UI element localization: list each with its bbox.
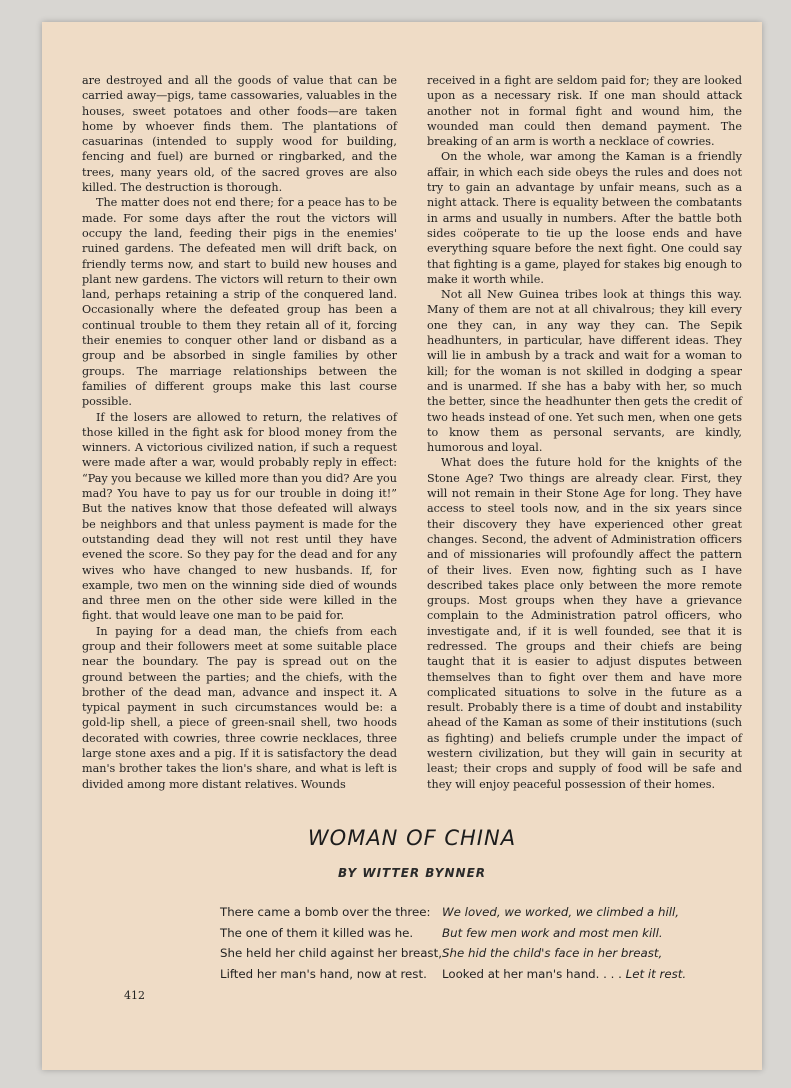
poem-line: She hid the child's face in her breast, xyxy=(442,946,663,960)
left-column xyxy=(82,73,397,791)
article-body xyxy=(82,73,742,791)
poem-line: There came a bomb over the three: xyxy=(220,905,431,919)
right-column xyxy=(427,73,742,791)
paragraph: What does the future hold for the knights of the Stone Age? Two things are already clear. First, they will not remain in their Stone Age for long. They have access to steel tools now, and in the six years since their discovery they have experienced other great changes. Second, the advent of Administration officers and of missionaries will profoundly affect the pattern of their lives. Even now, fighting such as I have described takes place only between the more remote groups. Most groups when they have a grievance complain to the Administration patrol officers, who investigate and, if it is well founded, see that it is redressed. The groups and their chiefs are being taught that it is easier to adjust disputes between themselves than to fight over them and have more complicated situations to solve in the future as a result. Probably there is a time of doubt and instability ahead of the Kaman as some of their institutions (such as fighting) and beliefs crumple under the impact of western civilization, but they will gain in security at least; their crops and supply of food will be safe and they will enjoy peaceful possession of their homes. xyxy=(427,456,742,791)
poem-title: WOMAN OF CHINA xyxy=(307,826,517,850)
paragraph: received in a fight are seldom paid for; they are looked upon as a necessary risk. If one man should attack another not in formal fight and wound him, the wounded man could then demand payment. The breaking of an arm is worth a necklace of cowries. xyxy=(427,74,742,149)
poem-line: She held her child against her breast, xyxy=(220,946,442,960)
paragraph: If the losers are allowed to return, the relatives of those killed in the fight ask for blood money from the winners. A victorious civilized nation, if such a request were made after a war, would probably reply in effect: “Pay you because we killed more than you did? Are you mad? You have to pay us for our trouble in doing it!” But the natives know that those defeated will always be neighbors and that unless payment is made for the outstanding dead they will not rest until they have evened the score. So they pay for the dead and for any wives who have changed to new husbands. If, for example, two men on the winning side died of wounds and three men on the other side were killed in the fight. that would leave one man to be paid for. xyxy=(82,410,397,623)
poem-line: Lifted her man's hand, now at rest. xyxy=(220,966,427,981)
paragraph: are destroyed and all the goods of value that can be carried away—pigs, tame cassowaries, valuables in the houses, sweet potatoes and other foods—are taken home by whoever finds them. The plantations of casuarinas (intended to supply wood for building, fencing and fuel) are burned or ringbarked, and the trees, many years old, of the sacred groves are also killed. The destruction is thorough. xyxy=(82,74,397,195)
poem-right-stanza xyxy=(442,902,687,984)
poem-left-stanza xyxy=(220,902,460,984)
poem-line: We loved, we worked, we climbed a hill, xyxy=(442,905,680,919)
poem-final-line xyxy=(442,964,687,985)
paragraph: Not all New Guinea tribes look at things this way. Many of them are not at all chivalrous; they kill every one they can, in any way they can. The Sepik headhunters, in particular, have different ideas. They will lie in ambush by a track and wait for a woman to kill; for the woman is not skilled in dodging a spear and is unarmed. If she has a baby with her, so much the better, since the headhunter then gets the credit of two heads instead of one. Yet such men, when one gets to know them as personal servants, are kindly, humorous and loyal. xyxy=(427,288,742,455)
poem-final-line-italic: Let it rest. xyxy=(625,966,687,981)
page-number: 412 xyxy=(124,989,145,1002)
poem-final-line-main: Looked at her man's hand. . . . xyxy=(442,966,622,981)
paragraph: The matter does not end there; for a peace has to be made. For some days after the rout the victors will occupy the land, feeding their pigs in the enemies' ruined gardens. The defeated men will drift back, on friendly terms now, and start to build new houses and plant new gardens. The victors will return to their own land, perhaps retaining a strip of the conquered land. Occasionally where the defeated group has been a continual trouble to them they retain all of it, forcing their enemies to conquer other land or disband as a group and be absorbed in single families by other groups. The marriage relationships between the families of different groups make this last course possible. xyxy=(82,196,397,409)
poem-line: But few men work and most men kill. xyxy=(442,925,663,940)
poem-byline: BY WITTER BYNNER xyxy=(337,866,487,880)
poem-line: The one of them it killed was he. xyxy=(220,925,414,940)
paragraph: In paying for a dead man, the chiefs from each group and their followers meet at some suitable place near the boundary. The pay is spread out on the ground between the parties; and the chiefs, with the brother of the dead man, advance and inspect it. A typical payment in such circumstances would be: a gold-lip shell, a piece of green-snail shell, two hoods decorated with cowries, three cowrie necklaces, three large stone axes and a pig. If it is satisfactory the dead man's brother takes the lion's share, and what is left is divided among more distant relatives. Wounds xyxy=(82,624,397,791)
paragraph: On the whole, war among the Kaman is a friendly affair, in which each side obeys the rules and does not try to gain an advantage by unfair means, such as a night attack. There is equality between the combatants in arms and usually in numbers. After the battle both sides coöperate to tie up the loose ends and have everything square before the next fight. One could say that fighting is a game, played for stakes big enough to make it worth while. xyxy=(427,150,742,286)
